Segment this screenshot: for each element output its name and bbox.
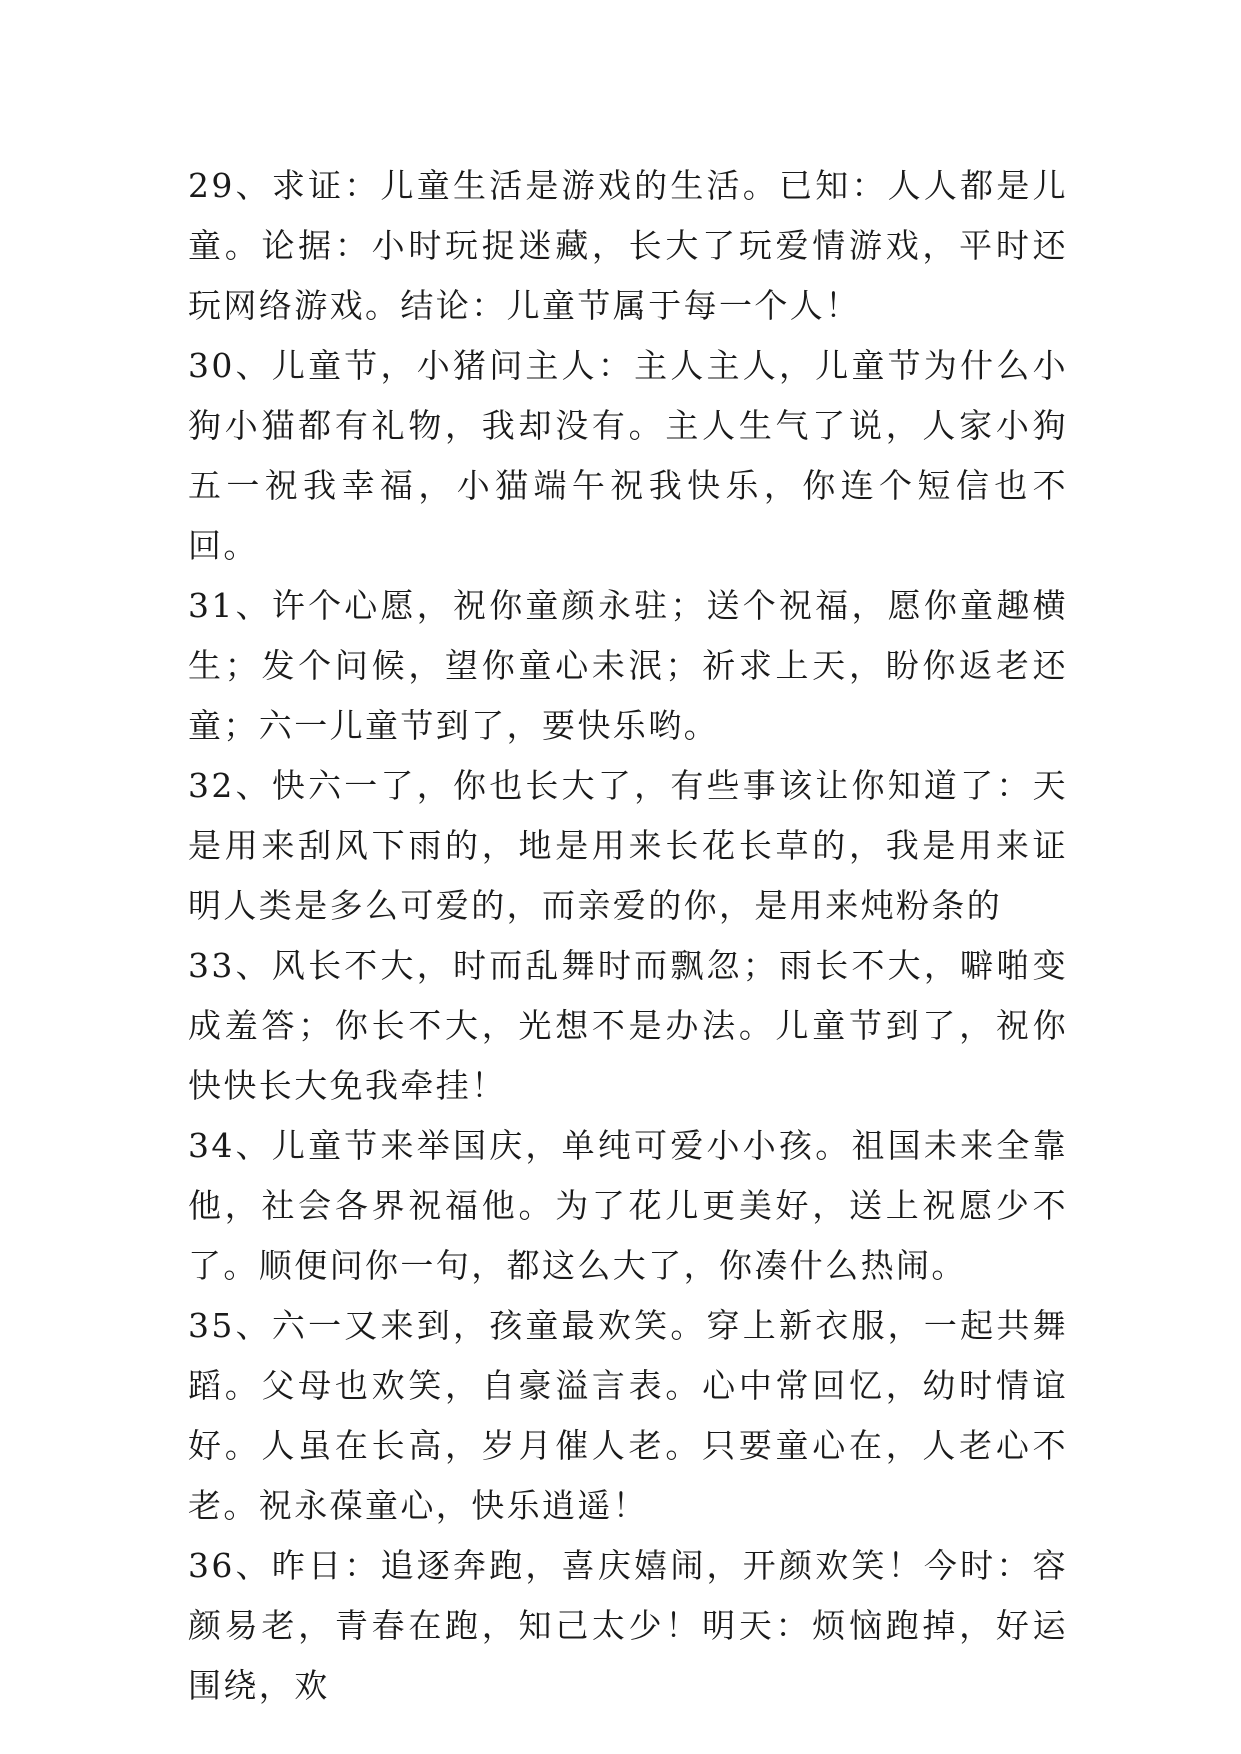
- paragraph-31: 31、许个心愿，祝你童颜永驻；送个祝福，愿你童趣横生；发个问候，望你童心未泯；祈求上天，盼你返老还童；六一儿童节到了，要快乐哟。: [188, 586, 1068, 745]
- paragraph-36: 36、昨日：追逐奔跑，喜庆嬉闹，开颜欢笑！今时：容颜易老，青春在跑，知己太少！明天：烦恼跑掉，好运围绕，欢: [188, 1546, 1068, 1705]
- paragraph-33: 33、风长不大，时而乱舞时而飘忽；雨长不大，噼啪变成羞答；你长不大，光想不是办法。儿童节到了，祝你快快长大免我牵挂！: [188, 946, 1068, 1105]
- paragraph-32: 32、快六一了，你也长大了，有些事该让你知道了：天是用来刮风下雨的，地是用来长花长草的，我是用来证明人类是多么可爱的，而亲爱的你，是用来炖粉条的: [188, 766, 1068, 925]
- document-body: [188, 156, 1068, 1716]
- paragraph-35: 35、六一又来到，孩童最欢笑。穿上新衣服，一起共舞蹈。父母也欢笑，自豪溢言表。心中常回忆，幼时情谊好。人虽在长高，岁月催人老。只要童心在，人老心不老。祝永葆童心，快乐逍遥！: [188, 1306, 1068, 1525]
- paragraph-30: 30、儿童节，小猪问主人：主人主人，儿童节为什么小狗小猫都有礼物，我却没有。主人生气了说，人家小狗五一祝我幸福，小猫端午祝我快乐，你连个短信也不回。: [188, 346, 1068, 565]
- paragraph-29: 29、求证：儿童生活是游戏的生活。已知：人人都是儿童。论据：小时玩捉迷藏，长大了玩爱情游戏，平时还玩网络游戏。结论：儿童节属于每一个人！: [188, 166, 1068, 325]
- paragraph-34: 34、儿童节来举国庆，单纯可爱小小孩。祖国未来全靠他，社会各界祝福他。为了花儿更美好，送上祝愿少不了。顺便问你一句，都这么大了，你凑什么热闹。: [188, 1126, 1068, 1285]
